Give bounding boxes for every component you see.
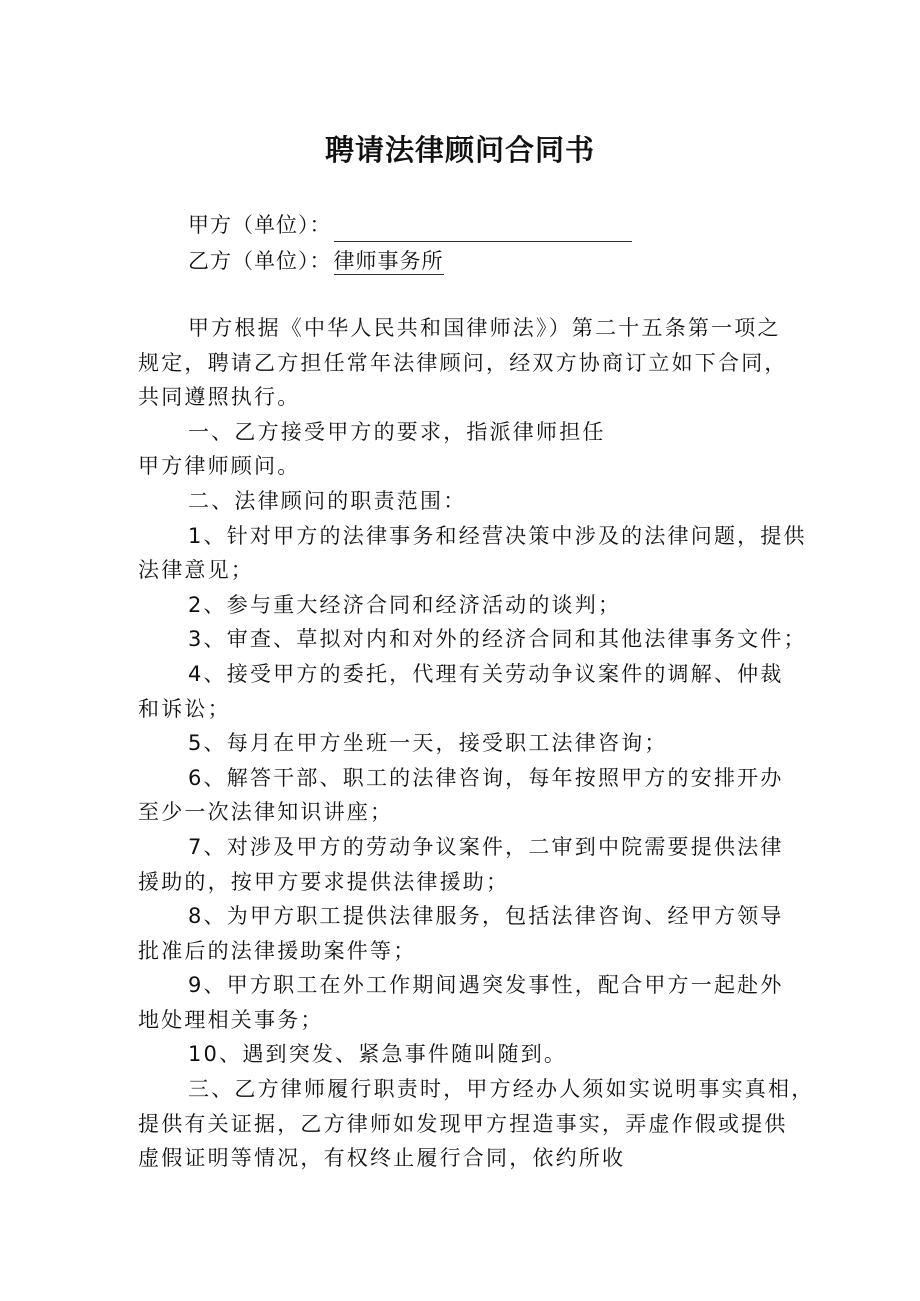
body-line: 2、参与重大经济合同和经济活动的谈判； (188, 592, 622, 617)
body-line: 甲方根据《中华人民共和国律师法》）第二十五条第一项之 (188, 316, 781, 340)
body-line: 3、审查、草拟对内和对外的经济合同和其他法律事务文件； (188, 627, 807, 652)
contract-body (138, 311, 815, 1176)
body-line: 9、甲方职工在外工作期间遇突发事性，配合甲方一起赴外 (188, 973, 784, 998)
document-title: 聘请法律顾问合同书 (324, 133, 595, 167)
body-line: 援助的，按甲方要求提供法律援助； (138, 869, 510, 894)
body-line: 5、每月在甲方坐班一天，接受职工法律咨询； (188, 731, 668, 756)
body-line: 6、解答干部、职工的法律咨询，每年按照甲方的安排开办 (188, 765, 784, 790)
body-line: 10、遇到突发、紧急事件随叫随到。 (188, 1042, 568, 1067)
body-line: 规定，聘请乙方担任常年法律顾问，经双方协商订立如下合同， (138, 350, 788, 375)
body-line: 提供有关证据，乙方律师如发现甲方捏造事实，弄虚作假或提供 (138, 1111, 788, 1136)
body-line: 虚假证明等情况，有权终止履行合同，依约所收 (138, 1146, 626, 1171)
party-a-label: 甲方（单位）： (188, 213, 332, 237)
body-line: 三、乙方律师履行职责时，甲方经办人须如实说明事实真相， (188, 1077, 815, 1102)
body-line: 地处理相关事务； (138, 1007, 324, 1032)
body-line: 4、接受甲方的委托，代理有关劳动争议案件的调解、仲裁 (188, 661, 784, 686)
body-line: 甲方律师顾问。 (138, 454, 301, 479)
party-a-line (188, 208, 632, 242)
body-line: 共同遵照执行。 (138, 385, 301, 410)
party-a-blank-field[interactable] (334, 217, 632, 242)
party-b-label: 乙方（单位）： (188, 249, 332, 273)
body-line: 8、为甲方职工提供法律服务，包括法律咨询、经甲方领导 (188, 904, 784, 929)
body-line: 1、针对甲方的法律事务和经营决策中涉及的法律问题，提供 (188, 523, 807, 548)
body-line: 7、对涉及甲方的劳动争议案件，二审到中院需要提供法律 (188, 834, 784, 859)
body-line: 一、乙方接受甲方的要求，指派律师担任 (188, 419, 606, 444)
party-b-value: 律师事务所 (333, 249, 444, 273)
body-line: 法律意见； (138, 558, 254, 583)
body-line: 二、法律顾问的职责范围： (188, 488, 467, 513)
body-line: 和诉讼； (138, 696, 231, 721)
body-line: 批准后的法律援助案件等； (138, 938, 417, 963)
party-b-line (188, 244, 444, 278)
body-line: 至少一次法律知识讲座； (138, 800, 394, 825)
